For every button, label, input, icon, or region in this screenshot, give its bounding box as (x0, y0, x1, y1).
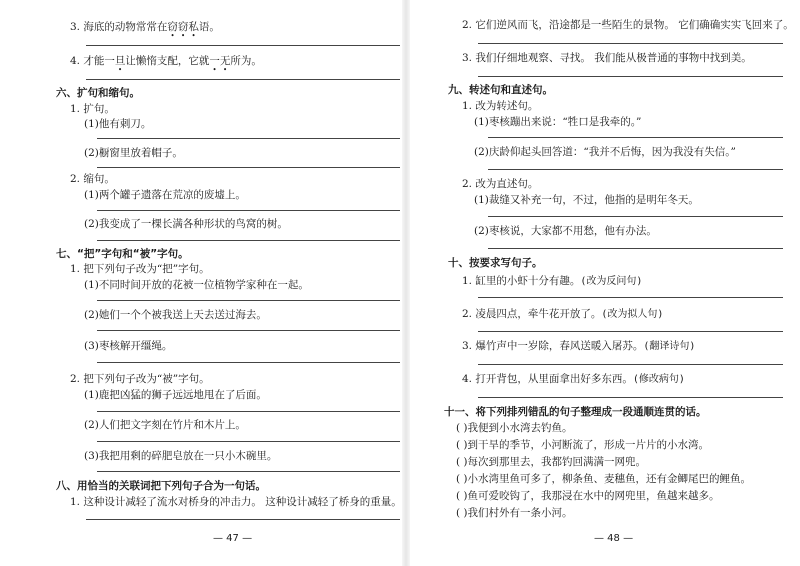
reorder-item (456, 423, 573, 434)
item-text: (1)裁缝又补充一句，不过，他指的是明年冬天。 (474, 194, 699, 206)
question-note: (修改病句) (632, 374, 685, 385)
answer-line[interactable] (478, 397, 783, 398)
reorder-item-text: 小水湾里鱼可多了，柳条鱼、麦穗鱼，还有金鲫尾巴的鲤鱼。 (467, 473, 752, 485)
reorder-item-text: 到干旱的季节，小河断流了，形成一片片的小水湾。 (467, 439, 710, 451)
answer-line[interactable] (97, 167, 400, 168)
item-text: (2)人们把文字刻在竹片和木片上。 (84, 419, 246, 431)
answer-line[interactable] (97, 362, 400, 363)
item-text: (1)不同时间开放的花被一位植物学家种在一起。 (84, 279, 309, 291)
reorder-item (456, 474, 751, 485)
question-4 (462, 374, 685, 385)
section-10-title: 十、按要求写句子。 (448, 257, 543, 269)
reorder-item (456, 491, 720, 502)
answer-line[interactable] (86, 45, 400, 46)
question-text: 2. 凌晨四点，牵牛花开放了。 (462, 308, 602, 320)
question-3: 3. 我们仔细地观察、寻找。 我们能从极普通的事物中找到美。 (462, 52, 752, 64)
question-2 (462, 309, 663, 320)
part-2-label: 2. 把下列句子改为“被”字句。 (70, 373, 210, 385)
page-number: — 48 — (594, 533, 634, 544)
question-3-dotted: 3. 海底的动物常常在窃窃私语。 (70, 21, 220, 33)
answer-line[interactable] (97, 300, 400, 301)
answer-line[interactable] (97, 471, 400, 472)
reorder-item (456, 508, 573, 519)
answer-line[interactable] (97, 441, 400, 442)
item-text: (2)庆龄仰起头回答道：“我并不后悔，因为我没有失信。” (474, 146, 736, 158)
item-text: (1)两个罐子遗落在荒凉的废墟上。 (84, 189, 246, 201)
item-text: (1)鹿把凶猛的狮子远远地甩在了后面。 (84, 389, 267, 401)
answer-line[interactable] (97, 411, 400, 412)
reorder-item-text: 每次到那里去，我都钓回满满一网兜。 (467, 456, 647, 468)
page-number: — 47 — (213, 533, 253, 544)
question-text: 1. 缸里的小虾十分有趣。 (462, 275, 581, 287)
answer-line[interactable] (478, 297, 783, 298)
item-text: (2)枣核说，大家都不用愁，他有办法。 (474, 225, 657, 237)
question-3 (462, 341, 695, 352)
item-text: (1)他有刺刀。 (84, 118, 152, 130)
item-text: (3)我把用剩的碎肥皂放在一只小木碗里。 (84, 450, 278, 462)
question-2: 2. 它们逆风而飞，沿途都是一些陌生的景物。 它们确确实实飞回来了。 (462, 19, 794, 31)
item-text: (3)枣核解开缰绳。 (84, 340, 173, 352)
answer-line[interactable] (478, 364, 783, 365)
item-text: (2)我变成了一棵长满各种形状的鸟窝的树。 (84, 218, 288, 230)
section-8-title: 八、用恰当的关联词把下列句子合为一句话。 (56, 480, 266, 492)
answer-line[interactable] (86, 519, 400, 520)
question-note: (翻译诗句) (643, 341, 696, 352)
page-48 (408, 0, 800, 566)
section-9-title: 九、转述句和直述句。 (448, 84, 553, 96)
answer-line[interactable] (488, 169, 783, 170)
order-blank[interactable]: ( ) (456, 422, 468, 434)
answer-line[interactable] (478, 43, 783, 44)
order-blank[interactable]: ( ) (456, 456, 468, 468)
question-text: 4. 打开背包，从里面拿出好多东西。 (462, 373, 633, 385)
question-text: 3. 爆竹声中一岁除，春风送暖入屠苏。 (462, 340, 644, 352)
answer-line[interactable] (488, 137, 783, 138)
answer-line[interactable] (97, 240, 400, 241)
order-blank[interactable]: ( ) (456, 507, 468, 519)
part-1-label: 1. 把下列句子改为“把”字句。 (70, 263, 210, 275)
reorder-item-text: 鱼可爱咬钩了，我那浸在水中的网兜里，鱼越来越多。 (467, 490, 720, 502)
answer-line[interactable] (478, 331, 783, 332)
answer-line[interactable] (97, 138, 400, 139)
answer-line[interactable] (97, 330, 400, 331)
part-2-label: 2. 缩句。 (70, 173, 115, 185)
reorder-item (456, 440, 709, 451)
part-1-label: 1. 扩句。 (70, 103, 115, 115)
item-text: (2)橱窗里放着帽子。 (84, 147, 183, 159)
section-11-title: 十一、将下列排列错乱的句子整理成一段通顺连贯的话。 (444, 406, 707, 418)
part-1-label: 1. 改为转述句。 (462, 100, 539, 112)
item-text: (1)枣核蹦出来说：“牲口是我牵的。” (474, 116, 642, 128)
item-text: (2)她们一个个被我送上天去送过海去。 (84, 309, 267, 321)
question-4-dotted: 4. 才能一旦让懒惰支配，它就一无所为。 (70, 55, 262, 67)
section-6-title: 六、扩句和缩句。 (56, 87, 140, 99)
answer-line[interactable] (488, 248, 783, 249)
part-1-label: 1. 这种设计减轻了流水对桥身的冲击力。 这种设计减轻了桥身的重量。 (70, 496, 402, 508)
reorder-item-text: 我们村外有一条小河。 (467, 507, 573, 519)
order-blank[interactable]: ( ) (456, 439, 468, 451)
order-blank[interactable]: ( ) (456, 490, 468, 502)
reorder-item (456, 457, 646, 468)
part-2-label: 2. 改为直述句。 (462, 178, 539, 190)
answer-line[interactable] (86, 79, 400, 80)
answer-line[interactable] (478, 76, 783, 77)
question-1 (462, 276, 642, 287)
order-blank[interactable]: ( ) (456, 473, 468, 485)
question-note: (改为拟人句) (601, 309, 664, 320)
section-7-title: 七、“把”字句和“被”字句。 (56, 248, 189, 260)
answer-line[interactable] (97, 210, 400, 211)
answer-line[interactable] (488, 216, 783, 217)
reorder-item-text: 我便到小水湾去钓鱼。 (467, 422, 573, 434)
question-note: (改为反问句) (580, 276, 643, 287)
